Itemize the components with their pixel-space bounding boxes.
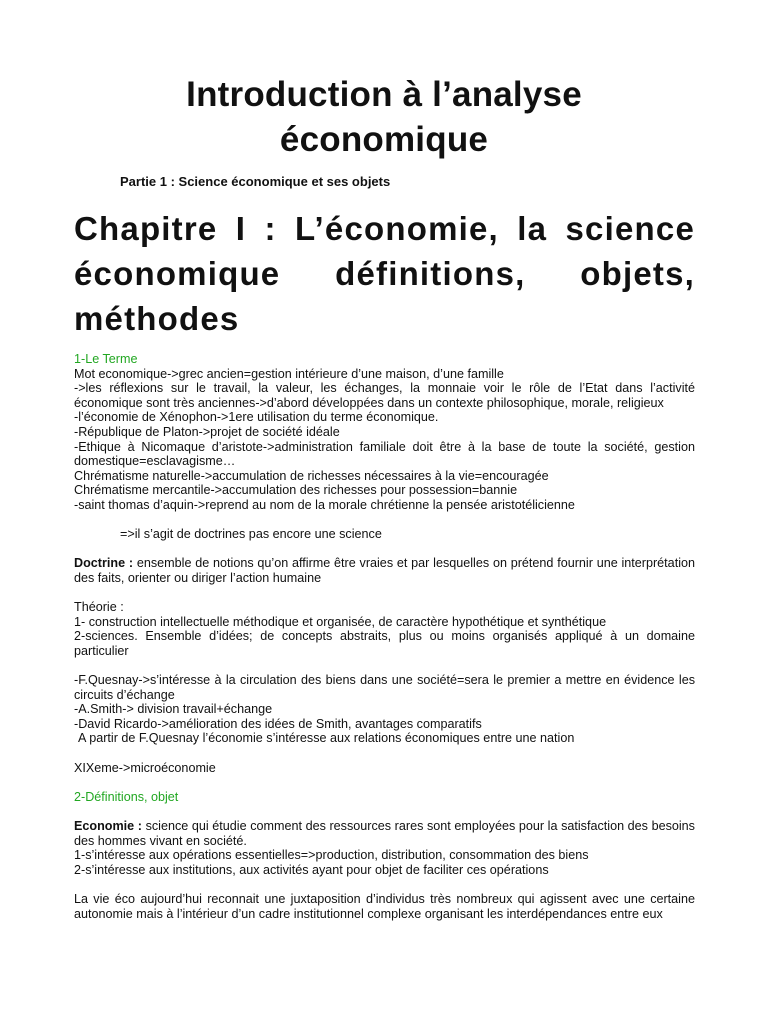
- spacer: [74, 542, 695, 557]
- economie-point: 1-s’intéresse aux opérations essentielles=>production, distribution, consommation des biens: [74, 848, 589, 863]
- quesnay-note: A partir de F.Quesnay l’économie s’intéresse aux relations économiques entre une nation: [78, 731, 575, 746]
- chapter-title: Chapitre I : L’économie, la science économique définitions, objets, méthodes: [74, 210, 695, 337]
- author-line: -F.Quesnay->s’intéresse à la circulation des biens dans une société=sera le premier a mettre en évidence les circuits d’échange: [74, 673, 695, 702]
- paragraph-line: -saint thomas d’aquin->reprend au nom de la morale chrétienne la pensée aristotélicienne: [74, 497, 575, 512]
- spacer: [74, 586, 695, 601]
- document-title: [0, 72, 768, 162]
- economie-term: Economie :: [74, 819, 142, 833]
- paragraph-line: Mot economique->grec ancien=gestion intérieure d’une maison, d’une famille: [74, 366, 504, 381]
- doctrine-text: ensemble de notions qu’on affirme être vraies et par lesquelles on prétend fournir une interprétation des faits, orienter ou diriger l’action humaine: [74, 556, 695, 585]
- paragraph-line: Chrématisme mercantile->accumulation des richesses pour possession=bannie: [74, 483, 518, 498]
- economie-point: 2-s’intéresse aux institutions, aux activités ayant pour objet de faciliter ces opérations: [74, 862, 549, 877]
- theory-label: Théorie :: [74, 600, 124, 615]
- document-title-line-1: Introduction à l’analyse: [186, 75, 582, 114]
- section-heading-definitions: 2-Définitions, objet: [74, 789, 179, 804]
- economie-text: science qui étudie comment des ressources rares sont employées pour la satisfaction des besoins des hommes vivant en société.: [74, 819, 695, 848]
- spacer: [74, 877, 695, 892]
- paragraph-line: ->les réflexions sur le travail, la valeur, les échanges, la monnaie voir le rôle de l’Etat dans l’activité économique sont très anciennes->d’abord développées dans un contexte philosophique, morale, religieux: [74, 381, 695, 410]
- paragraph-line: Chrématisme naturelle->accumulation de richesses nécessaires à la vie=encouragée: [74, 468, 549, 483]
- theory-point: 2-sciences. Ensemble d’idées; de concepts abstraits, plus ou moins organisés appliqué à un domaine particulier: [74, 629, 695, 658]
- document-title-line-2: économique: [279, 120, 489, 159]
- spacer: [74, 804, 695, 819]
- doctrine-definition: [74, 556, 695, 585]
- doctrine-conclusion: =>il s’agit de doctrines pas encore une science: [120, 527, 382, 542]
- spacer: [74, 775, 695, 790]
- document-body: [74, 352, 695, 921]
- part-label: Partie 1 : Science économique et ses objets: [120, 174, 391, 189]
- paragraph-line: -Ethique à Nicomaque d’aristote->administration familiale doit être à la base de toute la société, gestion domestique=esclavagisme…: [74, 439, 695, 469]
- paragraph-line: -l’économie de Xénophon->1ere utilisation du terme économique.: [74, 410, 439, 425]
- author-line: -David Ricardo->amélioration des idées de Smith, avantages comparatifs: [74, 716, 482, 731]
- section-heading-terme: 1-Le Terme: [74, 352, 138, 366]
- author-line: -A.Smith-> division travail+échange: [74, 702, 273, 717]
- spacer: [74, 658, 695, 673]
- paragraph-line: -République de Platon->projet de société idéale: [74, 424, 340, 439]
- micro-economie-note: XIXeme->microéconomie: [74, 760, 216, 775]
- doctrine-term: Doctrine :: [74, 556, 134, 571]
- theory-point: 1- construction intellectuelle méthodique et organisée, de caractère hypothétique et synthétique: [74, 614, 607, 629]
- spacer: [74, 513, 695, 528]
- spacer: [74, 746, 695, 761]
- closing-paragraph: La vie éco aujourd’hui reconnait une juxtaposition d’individus très nombreux qui agissent avec une certaine autonomie mais à l’intérieur d’un cadre institutionnel complexe organisant les interdépendances entre eux: [74, 891, 695, 921]
- economie-definition: [74, 819, 695, 848]
